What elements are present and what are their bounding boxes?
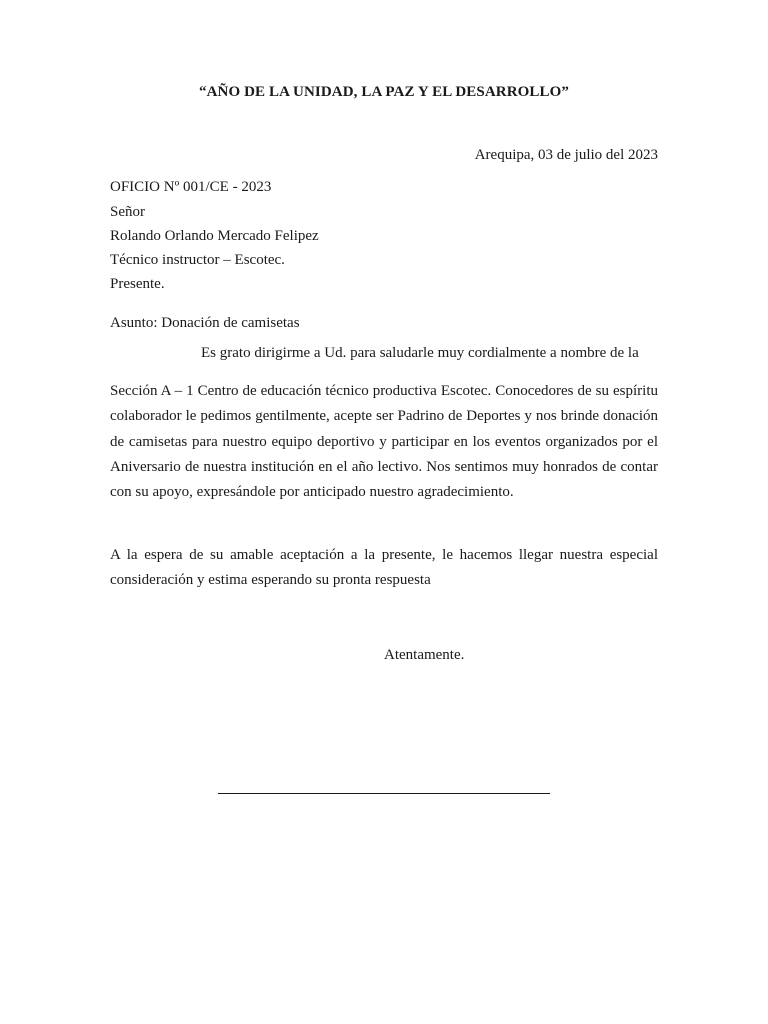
- closing-salutation: Atentamente.: [384, 647, 465, 663]
- presente-line: Presente.: [110, 276, 165, 292]
- salutation: Señor: [110, 204, 145, 220]
- opening-line: Es grato dirigirme a Ud. para saludarle muy cordialmente a nombre de la: [201, 345, 639, 361]
- place-date: Arequipa, 03 de julio del 2023: [474, 147, 658, 163]
- body-paragraph: Sección A – 1 Centro de educación técnico productiva Escotec. Conocedores de su espíritu colaborador le pedimos gentilmente, acepte ser Padrino de Deportes y nos brinde donación de camisetas para nuestro equipo deportivo y participar en los eventos organizados por el Aniversario de nuestra institución en el año lectivo. Nos sentimos muy honrados de contar con su apoyo, expresándole por anticipado nuestro agradecimiento.: [110, 383, 658, 501]
- recipient-name: Rolando Orlando Mercado Felipez: [110, 228, 319, 244]
- subject-line: Asunto: Donación de camisetas: [110, 315, 300, 331]
- reference-number: OFICIO Nº 001/CE - 2023: [110, 179, 272, 195]
- closing-paragraph: A la espera de su amable aceptación a la presente, le hacemos llegar nuestra especial consideración y estima esperando su pronta respuesta: [110, 547, 658, 589]
- recipient-title: Técnico instructor – Escotec.: [110, 252, 285, 268]
- letter-motto: “AÑO DE LA UNIDAD, LA PAZ Y EL DESARROLLO”: [199, 84, 569, 100]
- signature-line: [218, 793, 550, 794]
